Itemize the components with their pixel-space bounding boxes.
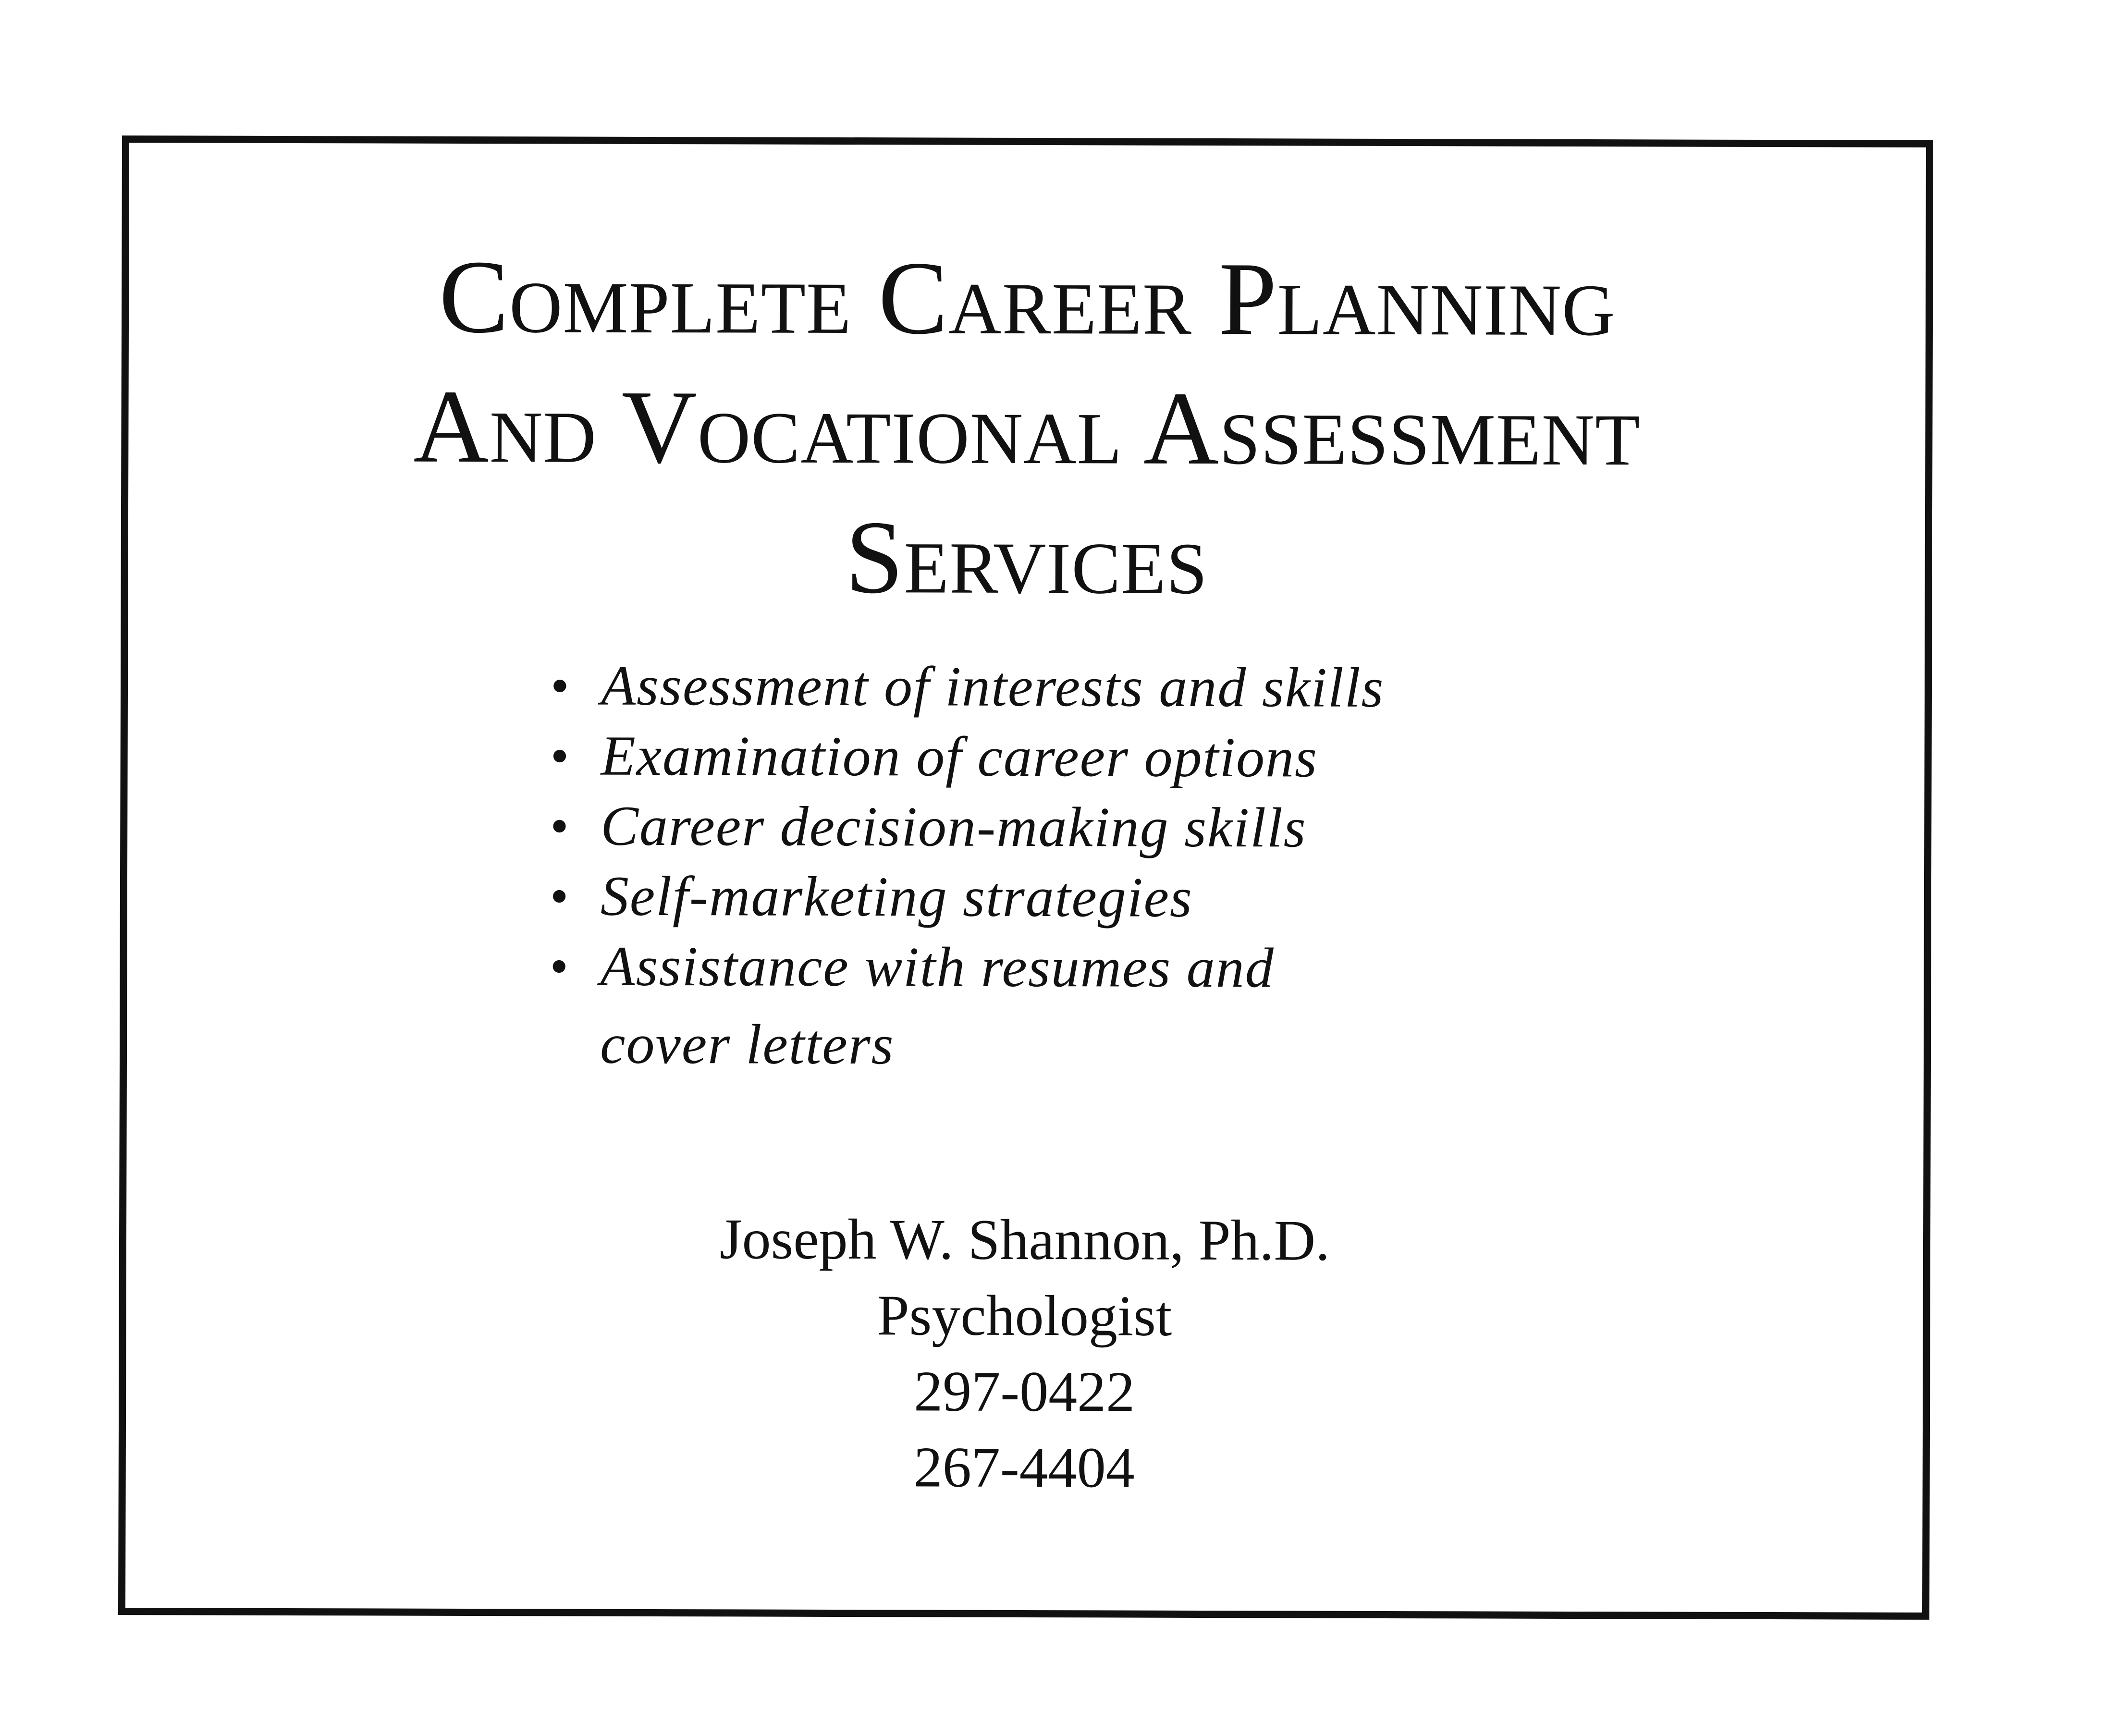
service-item-assessment — [551, 650, 1656, 723]
service-item-label: Career decision-making skills — [601, 794, 1307, 859]
service-item-label: Self-marketing strategies — [600, 864, 1193, 929]
heading-line-2: And Vocational Assessment — [413, 368, 1641, 488]
service-item-continuation: cover letters — [600, 1012, 895, 1076]
service-item-decision-making — [550, 791, 1655, 864]
contact-title: Psychologist — [877, 1283, 1172, 1348]
service-item-label: Examination of career options — [601, 724, 1318, 789]
bullet-icon: • — [550, 796, 570, 856]
contact-phone-2: 267-4404 — [913, 1435, 1135, 1500]
service-item-label: Assessment of interests and skills — [601, 654, 1385, 719]
service-item-examination — [550, 721, 1655, 794]
heading-line-1: Complete Career Planning — [439, 239, 1616, 358]
services-list — [550, 650, 1656, 1082]
ad-border-frame — [118, 135, 1933, 1620]
heading-line-3: Services — [845, 500, 1208, 616]
contact-phone-1: 297-0422 — [914, 1359, 1135, 1424]
bullet-icon: • — [550, 937, 570, 996]
bullet-icon: • — [550, 867, 570, 926]
service-item-resumes — [550, 931, 1655, 1082]
bullet-icon: • — [550, 656, 570, 715]
bullet-icon: • — [550, 726, 570, 785]
service-item-label: Assistance with resumes and — [600, 934, 1275, 1000]
ad-heading — [128, 232, 1926, 625]
contact-name: Joseph W. Shannon, Ph.D. — [719, 1207, 1330, 1272]
service-item-self-marketing — [550, 861, 1655, 934]
contact-block — [126, 1199, 1924, 1508]
